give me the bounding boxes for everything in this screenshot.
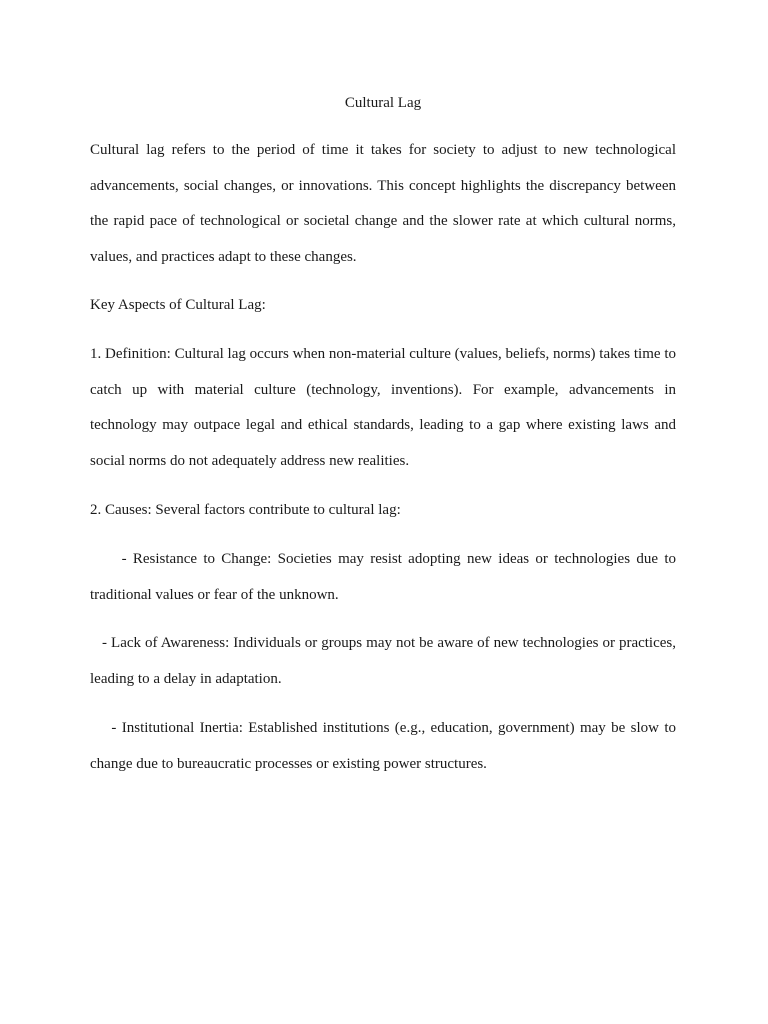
lack-of-awareness-item: - Lack of Awareness: Individuals or groups may not be aware of new technologies or practices, leading to a delay in adaptation. [90, 635, 680, 687]
document-title: Cultural Lag [344, 95, 422, 111]
document-page [90, 0, 680, 1024]
intro-paragraph: Cultural lag refers to the period of time it takes for society to adjust to new technological advancements, social changes, or innovations. This concept highlights the discrepancy between the rapid pace of technological or societal change and the slower rate at which cultural norms, values, and practices adapt to these changes. [90, 142, 680, 265]
institutional-inertia-item: - Institutional Inertia: Established institutions (e.g., education, government) may be slow to change due to bureaucratic processes or existing power structures. [90, 720, 680, 772]
key-aspects-heading: Key Aspects of Cultural Lag: [90, 297, 266, 313]
causes-paragraph: 2. Causes: Several factors contribute to cultural lag: [90, 502, 401, 518]
resistance-to-change-item: - Resistance to Change: Societies may resist adopting new ideas or technologies due to traditional values or fear of the unknown. [90, 551, 680, 603]
definition-paragraph: 1. Definition: Cultural lag occurs when non-material culture (values, beliefs, norms) takes time to catch up with material culture (technology, inventions). For example, advancements in technology may outpace legal and ethical standards, leading to a gap where existing laws and social norms do not adequately address new realities. [90, 346, 680, 469]
